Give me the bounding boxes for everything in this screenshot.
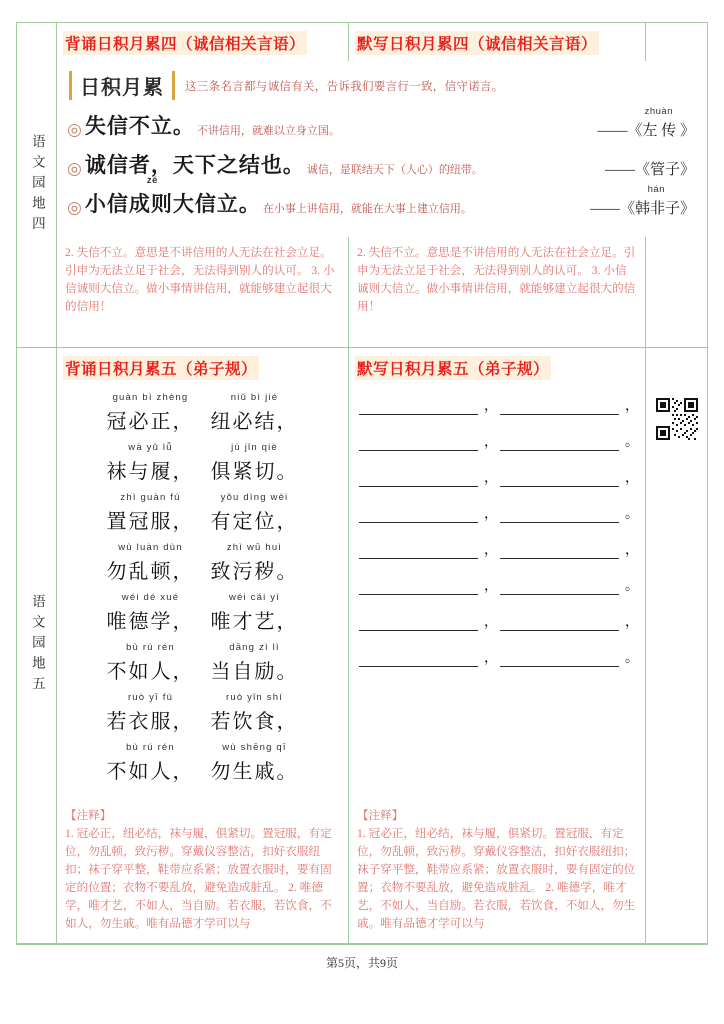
poem-segment: [211, 642, 299, 684]
poem-segment: [211, 492, 299, 534]
blank-punctuation: ，: [484, 543, 498, 558]
blank-line[interactable]: [359, 472, 478, 487]
poem-pinyin: niǔ bì jié: [230, 392, 279, 403]
poem-hanzi: 冠必正，: [106, 411, 195, 433]
blank-punctuation: ，: [484, 435, 498, 450]
saying-inline-pinyin: zé: [146, 175, 158, 186]
poem-line: [57, 692, 348, 734]
blank-line[interactable]: [500, 544, 619, 559]
poem-hanzi: 若衣服，: [106, 711, 195, 733]
bullet-circle-icon: ◎: [67, 198, 82, 218]
bullet-circle-icon: ◎: [67, 120, 82, 140]
poem-segment: [211, 392, 299, 434]
footnote-cell-right: [349, 800, 646, 943]
poem-segment: [107, 392, 195, 434]
poem-hanzi: 不如人，: [106, 661, 195, 683]
poem-pinyin: wà yǔ lǚ: [128, 442, 173, 453]
writing-blank-row[interactable]: [359, 651, 639, 667]
poem-pinyin: wéi dé xué: [121, 592, 180, 603]
riji-yuelei-titlebar: [69, 71, 699, 100]
saying-source-pinyin: hán: [647, 184, 665, 195]
poem-line: [57, 542, 348, 584]
poem-pinyin: jù jǐn qiè: [231, 442, 278, 453]
blank-line[interactable]: [359, 580, 478, 595]
saying-gloss: 在小事上讲信用，就能在大事上建立信用。: [262, 203, 472, 215]
saying-text: [84, 175, 261, 218]
writing-column: [349, 386, 646, 800]
poem-lines: [57, 386, 348, 800]
poem-pinyin: guàn bì zhèng: [112, 392, 189, 403]
section-four-notes-row: [57, 237, 707, 347]
notes-cell-right-four: 2. 失信不立。意思是不讲信用的人无法在社会立足。引申为无法立足于社会，无法得到别人的认可。 3. 小信诚则大信立。做小事情讲信用，就能够建立起很大的信用！: [349, 237, 646, 347]
worksheet-table: [16, 22, 708, 945]
notes-cell-left-four: 2. 失信不立。意思是不讲信用的人无法在社会立足。引申为无法立足于社会，无法得到别人的认可。 3. 小信诚则大信立。做小事情讲信用，就能够建立起很大的信用！: [57, 237, 349, 347]
section-five-main-row: [57, 386, 707, 800]
blank-line[interactable]: [500, 652, 619, 667]
poem-hanzi: 勿生戚。: [210, 761, 299, 783]
saying-source-text: ——《管子》: [604, 162, 695, 178]
poem-hanzi: 袜与履，: [106, 461, 195, 483]
sidebar-label-five: 语文园地五: [29, 594, 45, 697]
blank-line[interactable]: [359, 400, 478, 415]
blank-punctuation: ，: [625, 615, 639, 630]
blank-line[interactable]: [359, 544, 478, 559]
section-block-five: [17, 348, 707, 944]
poem-line: [57, 642, 348, 684]
blank-punctuation: ，: [484, 651, 498, 666]
poem-segment: [211, 592, 299, 634]
blank-line[interactable]: [359, 436, 478, 451]
riji-yuelei-content: [57, 61, 707, 237]
poem-pinyin: bù rú rén: [126, 742, 175, 753]
poem-pinyin: wù luàn dùn: [118, 542, 183, 553]
blank-line[interactable]: [359, 616, 478, 631]
poem-segment: [211, 692, 299, 734]
poem-pinyin: dāng zì lì: [229, 642, 280, 653]
saying-row: [67, 149, 699, 179]
poem-pinyin: bù rú rén: [126, 642, 175, 653]
poem-hanzi: 俱紧切。: [210, 461, 299, 483]
saying-text-value: 小信成则大信立。: [84, 192, 261, 216]
blank-punctuation: ，: [484, 399, 498, 414]
writing-blank-row[interactable]: [359, 507, 639, 523]
poem-pinyin: yǒu dìng wèi: [220, 492, 289, 503]
header-label-write-five: 默写日积月累五（弟子规）: [355, 356, 551, 380]
header-cell-recite-five: [57, 348, 349, 386]
poem-segment: [107, 642, 195, 684]
poem-hanzi: 有定位，: [210, 511, 299, 533]
blank-line[interactable]: [500, 436, 619, 451]
qr-column: [646, 386, 707, 800]
blank-line[interactable]: [500, 616, 619, 631]
header-cell-recite-four: [57, 23, 349, 61]
writing-blank-row[interactable]: [359, 579, 639, 595]
poem-line: [57, 442, 348, 484]
blank-line[interactable]: [359, 652, 478, 667]
poem-line: [57, 742, 348, 784]
poem-pinyin: zhì guàn fú: [120, 492, 181, 503]
notes-cell-spacer-four: [646, 237, 707, 347]
saying-source-text: ——《左 传 》: [597, 123, 695, 139]
blank-punctuation: ，: [484, 615, 498, 630]
blank-punctuation: ，: [484, 471, 498, 486]
poem-segment: [107, 542, 195, 584]
blank-punctuation: ，: [625, 543, 639, 558]
blank-line[interactable]: [500, 508, 619, 523]
saying-source: [589, 184, 699, 218]
poem-segment: [107, 692, 195, 734]
footnote-title: 【注释】: [65, 809, 112, 822]
section-five-headers: [57, 348, 707, 386]
blank-punctuation: 。: [625, 507, 639, 522]
poem-segment: [107, 492, 195, 534]
poem-pinyin: wéi cái yì: [228, 592, 281, 603]
poem-line: [57, 492, 348, 534]
section-five-body: [57, 348, 707, 943]
poem-line: [57, 592, 348, 634]
poem-hanzi: 当自励。: [210, 661, 299, 683]
poem-segment: [107, 742, 195, 784]
poem-segment: [211, 742, 299, 784]
footnote-cell-left: [57, 800, 349, 943]
header-label-recite-five: 背诵日积月累五（弟子规）: [63, 356, 259, 380]
blank-punctuation: 。: [625, 651, 639, 666]
poem-hanzi: 唯才艺，: [210, 611, 299, 633]
header-cell-spacer-five: [646, 348, 707, 386]
section-block-four: [17, 23, 707, 348]
blank-punctuation: ，: [484, 579, 498, 594]
saying-source: [605, 158, 699, 179]
blank-punctuation: ，: [625, 399, 639, 414]
poem-segment: [107, 442, 195, 484]
writing-blank-row[interactable]: [359, 471, 639, 487]
footnote-title: 【注释】: [357, 809, 404, 822]
writing-blank-row[interactable]: [359, 399, 639, 415]
saying-source: [597, 106, 699, 140]
saying-gloss: 诚信，是联结天下（人心）的纽带。: [306, 164, 483, 176]
poem-hanzi: 置冠服，: [106, 511, 195, 533]
blank-line[interactable]: [500, 400, 619, 415]
header-cell-write-four: [349, 23, 646, 61]
blank-punctuation: ，: [484, 507, 498, 522]
saying-source-pinyin: zhuàn: [644, 106, 673, 117]
header-label-recite-four: 背诵日积月累四（诚信相关言语）: [63, 31, 307, 55]
sidebar-section-four: [17, 23, 57, 347]
saying-text: 诚信者，天下之结也。: [84, 153, 305, 177]
blank-line[interactable]: [500, 580, 619, 595]
poem-pinyin: ruò yǐn shí: [225, 692, 284, 703]
section-five-notes-row: [57, 800, 707, 943]
blank-punctuation: 。: [625, 435, 639, 450]
writing-blank-row[interactable]: [359, 615, 639, 631]
poem-hanzi: 勿乱顿，: [106, 561, 195, 583]
poem-hanzi: 唯德学，: [106, 611, 195, 633]
header-cell-write-five: [349, 348, 646, 386]
blank-line[interactable]: [500, 472, 619, 487]
poem-hanzi: 纽必结，: [210, 411, 299, 433]
blank-punctuation: 。: [625, 579, 639, 594]
poem-segment: [211, 542, 299, 584]
section-four-headers: [57, 23, 707, 61]
writing-blank-row[interactable]: [359, 435, 639, 451]
poem-hanzi: 致污秽。: [210, 561, 299, 583]
poem-hanzi: 不如人，: [106, 761, 195, 783]
footnote-cell-spacer: [646, 800, 707, 943]
poem-pinyin: wù shēng qī: [222, 742, 287, 753]
poem-pinyin: ruò yī fú: [127, 692, 174, 703]
section-four-body: [57, 23, 707, 347]
poem-column: [57, 386, 349, 800]
poem-hanzi: 若饮食，: [210, 711, 299, 733]
poem-pinyin: zhì wū huì: [226, 542, 283, 553]
saying-row: [67, 175, 699, 218]
poem-segment: [107, 592, 195, 634]
riji-yuelei-title: 日积月累: [69, 71, 175, 100]
header-cell-spacer-four: [646, 23, 707, 61]
bullet-circle-icon: ◎: [67, 159, 82, 179]
saying-row: [67, 106, 699, 140]
footnote-body: 1. 冠必正，纽必结，袜与履，俱紧切。置冠服，有定位，勿乱顿，致污秽。穿戴仪容整洁，扣好衣服纽扣；袜子穿平整，鞋带应系紧；放置衣服时，要有固定的位置；衣物不要乱放，避免造成脏乱。 2. 唯德学，唯才艺，不如人，当自励。若衣服，若饮食，不如人，勿生戚。唯有品德才学可以与: [65, 826, 332, 930]
saying-source-text: ——《韩非子》: [589, 201, 695, 217]
qr-code-icon[interactable]: [656, 398, 698, 440]
saying-gloss: 不讲信用，就难以立身立国。: [196, 125, 340, 137]
page-footer: 第5页，共9页: [325, 955, 398, 970]
sidebar-section-five: [17, 348, 57, 943]
blank-punctuation: ，: [625, 471, 639, 486]
header-label-write-four: 默写日积月累四（诚信相关言语）: [355, 31, 599, 55]
writing-blanks: [349, 386, 645, 694]
poem-segment: [211, 442, 299, 484]
poem-line: [57, 392, 348, 434]
footnote-body: 1. 冠必正，纽必结，袜与履，俱紧切。置冠服，有定位，勿乱顿，致污秽。穿戴仪容整洁，扣好衣服纽扣；袜子穿平整，鞋带应系紧；放置衣服时，要有固定的位置；衣物不要乱放，避免造成脏乱。 2. 唯德学，唯才艺，不如人，当自励。若衣服，若饮食，不如人，勿生戚。唯有品德才学可以与: [357, 826, 636, 930]
sidebar-label-four: 语文园地四: [29, 133, 45, 237]
saying-text: 失信不立。: [84, 114, 195, 138]
riji-yuelei-intro: 这三条名言都与诚信有关，告诉我们要言行一致，信守诺言。: [185, 80, 504, 93]
writing-blank-row[interactable]: [359, 543, 639, 559]
blank-line[interactable]: [359, 508, 478, 523]
